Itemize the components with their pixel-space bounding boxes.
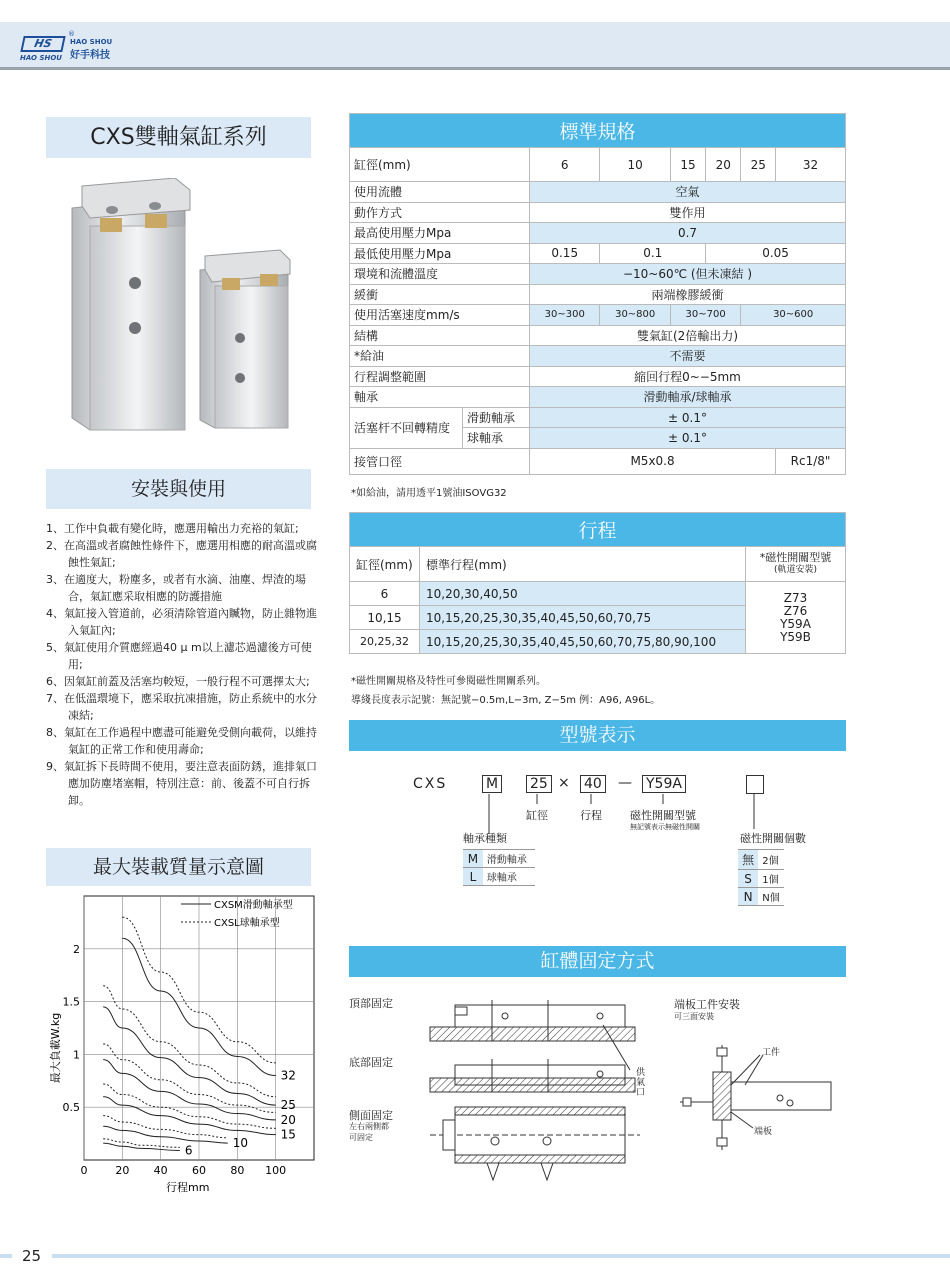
spec-value: ± 0.1° (530, 408, 845, 428)
spec-value: 雙氣缸(2倍輸出力) (530, 325, 846, 346)
usage-item: 9、氣缸拆下長時間不使用，要注意表面防銹，進排氣口應加防塵堵塞帽，特別注意：前、後蓋不可自行拆卸。 (46, 760, 317, 807)
x-tick-label: 0 (80, 1164, 88, 1177)
mount-side-sub: 可固定 (349, 1133, 373, 1142)
spec-value: Rc1/8" (776, 448, 846, 474)
mount-side-label: 側面固定 (349, 1109, 393, 1122)
model-bore: 25 (526, 775, 552, 793)
spec-sublabel: 球軸承 (467, 430, 504, 445)
bearing-code: L (463, 868, 483, 886)
switch-model: Z73 (783, 590, 808, 605)
brand-name-cn: 好手科技 (70, 50, 110, 61)
spec-value: 不需要 (530, 346, 846, 367)
model-prefix: CXS (413, 776, 448, 792)
stroke-table (349, 512, 846, 654)
switch-col-sub: (軌道安裝) (773, 565, 818, 575)
mount-drawings (425, 995, 645, 1185)
endplate-sub: 可三面安裝 (674, 1012, 714, 1021)
count-name: 2個 (762, 856, 779, 867)
y-tick-label: 1 (73, 1048, 80, 1062)
stroke-values: 10,20,30,40,50 (420, 582, 746, 606)
switch-model: Z76 (783, 603, 808, 618)
spec-value: 空氣 (530, 182, 846, 203)
wire-note: 導綫長度表示記號：無記號−0.5m,L−3m, Z−5m 例：A96, A96L。 (351, 695, 661, 706)
series-line-25 (103, 1007, 276, 1105)
spec-label: 活塞杆不回轉精度 (354, 421, 451, 435)
model-switch: Y59A (642, 775, 686, 793)
spec-label: 軸承 (350, 387, 530, 408)
legend-solid-label: CXSM滑動軸承型 (214, 900, 293, 911)
x-tick-label: 80 (230, 1164, 245, 1177)
spec-label: 缸徑(mm) (350, 148, 530, 182)
model-title: 型號表示 (349, 720, 846, 751)
switch-caption-sub: 無記號表示無磁性開關 (630, 823, 700, 831)
spec-label: 緩衝 (350, 284, 530, 305)
spec-value: M5x0.8 (530, 448, 776, 474)
spec-value: 0.15 (530, 243, 600, 264)
y-tick-label: 0.5 (62, 1101, 80, 1115)
bearing-name: 滑動軸承 (486, 855, 527, 866)
bore-25: 25 (741, 148, 776, 182)
endplate-part-label: 端板 (754, 1127, 773, 1137)
series-line-20 (103, 1060, 276, 1120)
series-line-dotted-6 (103, 1139, 180, 1147)
supply-port-label (636, 1068, 646, 1098)
count-code: 無 (738, 850, 758, 870)
spec-label: 最高使用壓力Mpa (350, 223, 530, 244)
spec-title: 標準規格 (350, 114, 846, 148)
bore-20: 20 (706, 148, 741, 182)
supply-char: 供 (636, 1068, 646, 1078)
stroke-caption: 行程 (580, 809, 602, 822)
stroke-bore: 10,15 (350, 606, 420, 630)
series-label-20: 20 (280, 1112, 296, 1127)
spec-value: 30~600 (741, 305, 846, 326)
series-line-dotted-25 (103, 986, 276, 1097)
count-name: N個 (762, 893, 780, 904)
load-chart-title: 最大裝載質量示意圖 (46, 848, 311, 886)
series-label-6: 6 (184, 1143, 193, 1158)
mount-top-label: 頂部固定 (349, 997, 393, 1010)
spec-table (349, 113, 846, 475)
bearing-options (463, 849, 535, 886)
spec-label: 行程調整範圍 (350, 366, 530, 387)
stroke-bore: 20,25,32 (350, 630, 420, 654)
switch-count-options (738, 849, 784, 906)
x-axis-label: 行程mm (166, 1181, 210, 1194)
stroke-values: 10,15,20,25,30,35,40,45,50,60,70,75 (420, 606, 746, 630)
page-number: 25 (22, 1247, 42, 1265)
spec-note: *如給油，請用透平1號油ISOVG32 (351, 488, 507, 499)
brand-name-en: HAO SHOU (70, 38, 113, 46)
spec-value: 兩端橡膠緩衝 (530, 284, 846, 305)
y-tick-label: 2 (73, 942, 80, 956)
spec-value: −10~60℃ (但未凍結 ) (530, 264, 846, 285)
endplate-label: 端板工件安裝 (674, 998, 740, 1011)
usage-item: 5、氣缸使用介質應經過40 μ m以上濾芯過濾後方可使用; (46, 641, 312, 671)
usage-item: 2、在高溫或者腐蝕性條件下，應選用相應的耐高溫或腐蝕性氣缸; (46, 539, 317, 569)
spec-value: 30~700 (670, 305, 740, 326)
usage-list (46, 520, 321, 809)
mount-side-sub: 左右兩側都 (349, 1122, 389, 1131)
spec-label: 接管口徑 (350, 448, 530, 474)
spec-label-rotation (350, 407, 530, 448)
x-tick-label: 20 (115, 1164, 130, 1177)
bearing-code: M (463, 850, 483, 868)
stroke-values: 10,15,20,25,30,35,40,45,50,60,70,75,80,90,100 (420, 630, 746, 654)
switch-model: Y59B (780, 629, 811, 644)
series-label-25: 25 (280, 1098, 296, 1113)
y-tick-label: 1.5 (62, 995, 80, 1009)
switch-model: Y59A (780, 616, 811, 631)
series-label-10: 10 (232, 1136, 249, 1151)
series-label-32: 32 (280, 1068, 296, 1083)
spec-label: *給油 (350, 346, 530, 367)
model-bearing-code: M (482, 775, 502, 793)
product-title: CXS雙軸氣缸系列 (46, 117, 311, 158)
x-tick-label: 100 (265, 1164, 287, 1177)
footer-rule (52, 1254, 950, 1258)
model-stroke: 40 (580, 775, 606, 793)
switch-caption: 磁性開關型號 (630, 809, 696, 822)
usage-item: 8、氣缸在工作過程中應盡可能避免受側向載荷，以維持氣缸的正常工作和使用壽命; (46, 726, 317, 756)
legend-dotted-label: CXSL球軸承型 (214, 918, 280, 929)
usage-item: 6、因氣缸前蓋及活塞均較短，一般行程不可選擇太大; (46, 675, 310, 688)
usage-item: 4、氣缸接入管道前，必須清除管道內贓物，防止雜物進入氣缸內; (46, 607, 317, 637)
spec-value: 30~300 (530, 305, 600, 326)
y-axis-label: 最大負載W.kg (49, 1012, 62, 1084)
stroke-note: *磁性開關規格及特性可參閱磁性開關系列。 (351, 676, 546, 687)
series-line-dotted-10 (103, 1116, 228, 1138)
mount-bottom-label: 底部固定 (349, 1056, 393, 1069)
bore-6: 6 (530, 148, 600, 182)
series-line-10 (103, 1126, 228, 1143)
footer-stub (0, 1254, 12, 1258)
supply-char: 口 (636, 1088, 646, 1098)
usage-item: 7、在低溫環境下，應采取抗凍措施，防止系統中的水分凍結; (46, 692, 317, 722)
workpiece-label: 工件 (762, 1048, 781, 1058)
spec-value: 縮回行程0~−5mm (530, 366, 846, 387)
spec-value: 0.05 (706, 243, 846, 264)
stroke-col-header: 標準行程(mm) (420, 547, 746, 582)
x-tick-label: 40 (153, 1164, 168, 1177)
spec-sublabel: 滑動軸承 (463, 408, 529, 428)
count-code: S (738, 870, 758, 888)
spec-label: 使用活塞速度mm/s (350, 305, 530, 326)
stroke-title: 行程 (350, 513, 846, 547)
model-times: × (558, 775, 570, 791)
spec-label: 結構 (350, 325, 530, 346)
bore-caption: 缸徑 (526, 809, 548, 822)
logo-subtext: HAO SHOU (20, 54, 62, 62)
usage-item: 1、工作中負載有變化時，應選用輸出力充裕的氣缸; (46, 522, 299, 535)
product-photo (60, 178, 300, 433)
spec-label: 最低使用壓力Mpa (350, 243, 530, 264)
bore-10: 10 (600, 148, 670, 182)
bearing-type-label: 軸承種類 (463, 832, 507, 845)
spec-label: 環境和流體溫度 (350, 264, 530, 285)
chart-ticks (63, 943, 287, 1177)
spec-value: 0.1 (600, 243, 706, 264)
switch-count-label: 磁性開關個數 (740, 832, 806, 845)
series-label-15: 15 (280, 1127, 296, 1142)
spec-value: 雙作用 (530, 202, 846, 223)
spec-value: 0.7 (530, 223, 846, 244)
spec-value: ± 0.1° (530, 428, 845, 448)
endplate-drawing (675, 1040, 835, 1160)
model-dash: — (618, 775, 632, 791)
spec-value: 30~800 (600, 305, 670, 326)
usage-item: 3、在適度大，粉塵多，或者有水滴、油塵、焊渣的場合，氣缸應采取相應的防護措施 (46, 573, 306, 603)
supply-char: 氣 (636, 1078, 646, 1088)
count-code: N (738, 888, 758, 906)
registered-mark: ® (68, 30, 75, 38)
bearing-name: 球軸承 (486, 873, 517, 884)
chart-curves (103, 917, 296, 1157)
usage-title: 安裝與使用 (46, 469, 311, 509)
stroke-bore: 6 (350, 582, 420, 606)
x-tick-label: 60 (192, 1164, 206, 1177)
mount-title: 缸體固定方式 (349, 946, 846, 977)
model-count-box (746, 775, 764, 794)
load-chart (46, 888, 321, 1200)
brand-logo: HS (20, 36, 65, 52)
switch-col-header: *磁性開關型號 (759, 551, 832, 564)
spec-label: 使用流體 (350, 182, 530, 203)
stroke-col-header: 缸徑(mm) (350, 547, 420, 582)
model-leader-lines (460, 794, 780, 839)
spec-value: 滑動軸承/球軸承 (530, 387, 846, 408)
bore-15: 15 (670, 148, 705, 182)
header-bar (0, 22, 950, 70)
count-name: 1個 (762, 875, 779, 886)
bore-32: 32 (776, 148, 846, 182)
spec-label: 動作方式 (350, 202, 530, 223)
